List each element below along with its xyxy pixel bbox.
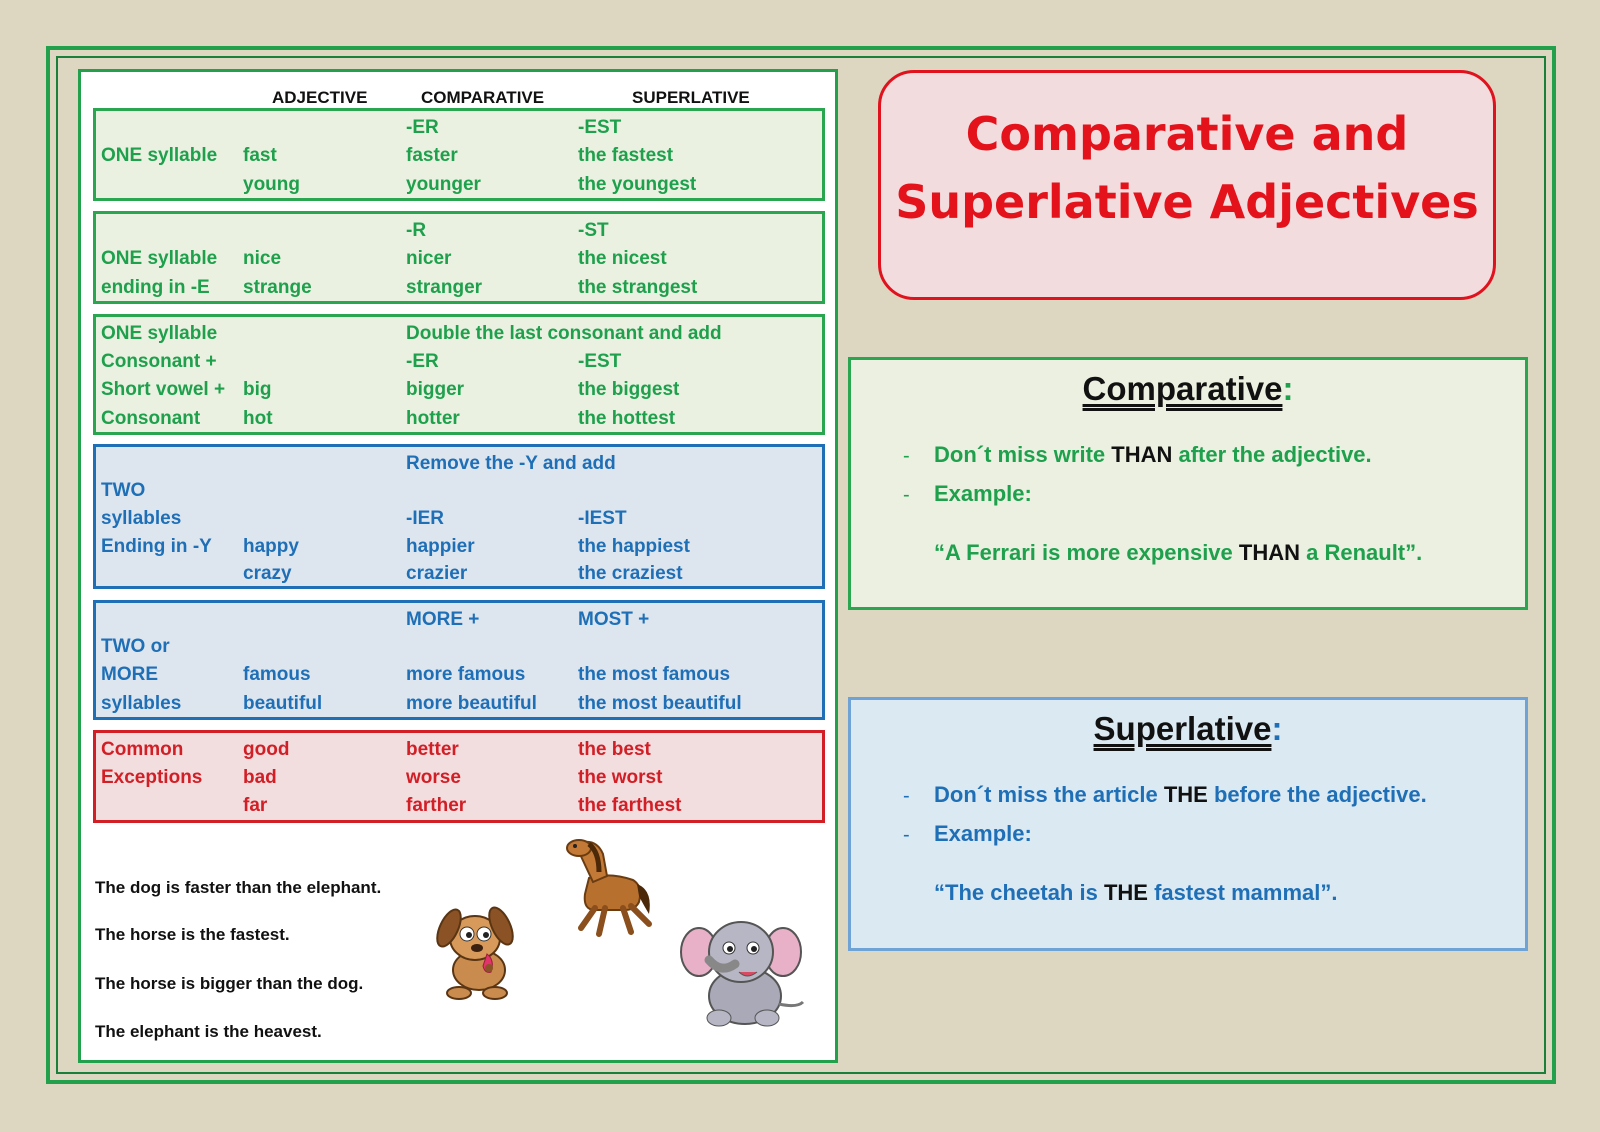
- box-two-or-more: [93, 600, 825, 720]
- dog-illustration: [429, 898, 521, 1002]
- category-label: MORE: [101, 664, 158, 685]
- header-adjective: ADJECTIVE: [272, 88, 368, 107]
- category-label: Common: [101, 739, 184, 760]
- comparative-cell: more beautiful: [406, 693, 537, 714]
- adjective-cell: big: [243, 379, 272, 400]
- adjective-cell: beautiful: [243, 693, 323, 714]
- category-label: ONE syllable: [101, 145, 218, 166]
- rule-superlative: -ST: [578, 220, 609, 241]
- comparative-box: [848, 357, 1528, 610]
- adjective-cell: good: [243, 739, 290, 760]
- elephant-illustration: [679, 912, 811, 1032]
- box-two-syllables-y: [93, 444, 825, 589]
- adjective-cell: nice: [243, 248, 282, 269]
- bullet-dash: -: [903, 824, 910, 846]
- superlative-heading: Superlative:: [1093, 710, 1283, 747]
- rule-superlative: MOST +: [578, 609, 650, 630]
- comparative-example: “A Ferrari is more expensive THAN a Renault”.: [934, 540, 1423, 565]
- category-label: syllables: [101, 693, 182, 714]
- rule-note: Remove the -Y and add: [406, 453, 616, 474]
- comparative-cell: farther: [406, 795, 467, 816]
- comparative-cell: nicer: [406, 248, 452, 269]
- superlative-cell: the worst: [578, 767, 663, 788]
- example-sentence: The elephant is the heavest.: [95, 1022, 322, 1041]
- category-label: TWO: [101, 480, 146, 501]
- superlative-cell: the craziest: [578, 563, 683, 584]
- superlative-cell: the farthest: [578, 795, 682, 816]
- rule-comparative: MORE +: [406, 609, 480, 630]
- example-sentence: The dog is faster than the elephant.: [95, 878, 382, 897]
- superlative-cell: the most famous: [578, 664, 731, 685]
- horse-illustration: [549, 838, 659, 938]
- category-label: ONE syllable: [101, 323, 218, 344]
- comparative-cell: faster: [406, 145, 458, 166]
- box-one-syllable: [93, 108, 825, 201]
- rule-superlative: -IEST: [578, 508, 627, 529]
- comparative-heading: Comparative:: [1082, 370, 1294, 407]
- superlative-cell: the biggest: [578, 379, 680, 400]
- title-line-2: Superlative Adjectives: [895, 175, 1479, 229]
- category-label: TWO or: [101, 636, 170, 657]
- superlative-cell: the strangest: [578, 277, 698, 298]
- superlative-cell: the youngest: [578, 174, 697, 195]
- comparative-cell: more famous: [406, 664, 526, 685]
- comparative-cell: happier: [406, 536, 475, 557]
- comparative-cell: younger: [406, 174, 481, 195]
- category-label: ending in -E: [101, 277, 210, 298]
- superlative-box: [848, 697, 1528, 951]
- superlative-cell: the hottest: [578, 408, 676, 429]
- category-label: Consonant +: [101, 351, 217, 372]
- rule-note: Double the last consonant and add: [406, 323, 722, 344]
- comparative-cell: worse: [406, 767, 461, 788]
- superlative-rule: Don´t miss the article THE before the adjective.: [934, 782, 1427, 807]
- adjective-cell: hot: [243, 408, 273, 429]
- rule-comparative: -R: [406, 220, 427, 241]
- adjective-cell: bad: [243, 767, 277, 788]
- superlative-cell: the nicest: [578, 248, 667, 269]
- rule-comparative: -ER: [406, 117, 439, 138]
- adjective-cell: happy: [243, 536, 299, 557]
- adjective-cell: fast: [243, 145, 277, 166]
- superlative-example: “The cheetah is THE fastest mammal”.: [934, 880, 1338, 905]
- example-sentence: The horse is the fastest.: [95, 925, 290, 944]
- superlative-cell: the happiest: [578, 536, 690, 557]
- rules-panel: [78, 69, 838, 1063]
- rule-superlative: -EST: [578, 117, 622, 138]
- box-ending-e: [93, 211, 825, 304]
- box-exceptions: [93, 730, 825, 823]
- superlative-cell: the fastest: [578, 145, 674, 166]
- bullet-dash: -: [903, 785, 910, 807]
- header-comparative: COMPARATIVE: [421, 88, 545, 107]
- category-label: Short vowel +: [101, 379, 226, 400]
- comparative-cell: bigger: [406, 379, 465, 400]
- category-label: Exceptions: [101, 767, 203, 788]
- adjective-cell: far: [243, 795, 268, 816]
- adjective-cell: crazy: [243, 563, 292, 584]
- title-box: [878, 70, 1496, 300]
- category-label: Consonant: [101, 408, 201, 429]
- adjective-cell: famous: [243, 664, 311, 685]
- rule-comparative: -ER: [406, 351, 439, 372]
- adjective-cell: strange: [243, 277, 312, 298]
- comparative-example-label: Example:: [934, 481, 1032, 506]
- category-label: syllables: [101, 508, 182, 529]
- comparative-cell: stranger: [406, 277, 483, 298]
- superlative-example-label: Example:: [934, 821, 1032, 846]
- category-label: Ending in -Y: [101, 536, 212, 557]
- superlative-cell: the best: [578, 739, 651, 760]
- rule-comparative: -IER: [406, 508, 444, 529]
- comparative-cell: hotter: [406, 408, 460, 429]
- example-sentence: The horse is bigger than the dog.: [95, 974, 364, 993]
- comparative-cell: crazier: [406, 563, 468, 584]
- superlative-cell: the most beautiful: [578, 693, 742, 714]
- bullet-dash: -: [903, 484, 910, 506]
- header-superlative: SUPERLATIVE: [632, 88, 750, 107]
- bullet-dash: -: [903, 445, 910, 467]
- rule-superlative: -EST: [578, 351, 622, 372]
- category-label: ONE syllable: [101, 248, 218, 269]
- title-line-1: Comparative and: [965, 107, 1409, 161]
- adjective-cell: young: [243, 174, 300, 195]
- comparative-cell: better: [406, 739, 459, 760]
- box-cvc: [93, 314, 825, 435]
- comparative-rule: Don´t miss write THAN after the adjective.: [934, 442, 1372, 467]
